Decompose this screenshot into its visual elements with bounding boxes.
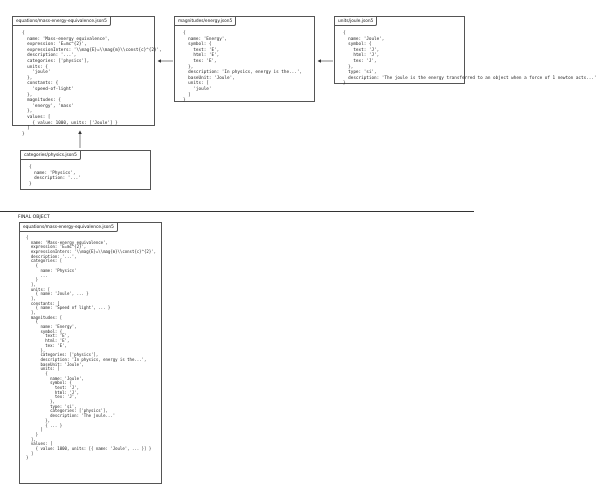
equations-file-box <box>12 16 162 137</box>
units-file-box <box>334 16 597 87</box>
equations-file-code: { name: 'Mass-energy equivalence', expression: 'E=mc^{2}', expressionInters: '\\mag{E}=\\mag{m}\\const{c}^{2}', description: '...', categories: ['physics'], units: { 'joule' }, constants: { 'speed-of-light' }, magnitudes: { 'energy', 'mass' }, values: [ { value: 1000, units: ['Joule'] } ] } <box>22 31 162 137</box>
categories-file-code: { name: 'Physics', description: '...' } <box>29 165 81 187</box>
final-object-box <box>19 222 162 484</box>
magnitudes-file-code: { name: 'Energy', symbol: { text: 'E', html: 'E', tex: 'E', }, description: 'In physics, energy is the...', baseUnit: 'Joule', units: [ 'joule' ] } <box>183 31 302 104</box>
final-object-title: equations/mass-energy-equivalence.json5 <box>19 222 118 232</box>
magnitudes-file-box <box>174 16 315 102</box>
section-divider <box>0 211 474 212</box>
categories-file-title: categories/physics.json5 <box>20 150 81 160</box>
final-object-label: FINAL OBJECT <box>18 215 50 220</box>
magnitudes-file-title: magnitudes/energy.json5 <box>174 16 236 26</box>
categories-file-box <box>20 150 151 190</box>
units-file-title: units/joule.json5 <box>334 16 377 26</box>
final-object-code: { name: 'Mass-energy equivalence', expression: 'E=mc^{2}', expressionInters: '\\mag{E}=\\mag{m}\\const{c}^{2}', description: '...', categories: [ { name: 'Physics' ... } ], units: [ { name: 'Joule', ... } ], constants: [ { name: 'Speed of light', ... } ], magnitudes: [ { name: 'Energy', symbol: { text: 'E', html: 'E', tex: 'E', }, categories: ['physics'], description: 'In physics, energy is the...', baseUnit: 'Joule', units: [ { name: 'Joule', symbol: { text: 'J', html: 'J', tex: 'J', }, type: 'si', categories: ['physics'], description: 'The joule...' }, { ... } ] } ], values: [ { value: 1000, units: [{ name: 'Joule', ... }] } ] } <box>26 235 157 461</box>
units-file-code: { name: 'Joule', symbol: { text: 'J', html: 'J', tex: 'J', }, type: 'si', description: 'The joule is the energy transferred to an object when a force of 1 newton acts...' } <box>343 31 597 87</box>
equations-file-title: equations/mass-energy-equivalence.json5 <box>12 16 111 26</box>
